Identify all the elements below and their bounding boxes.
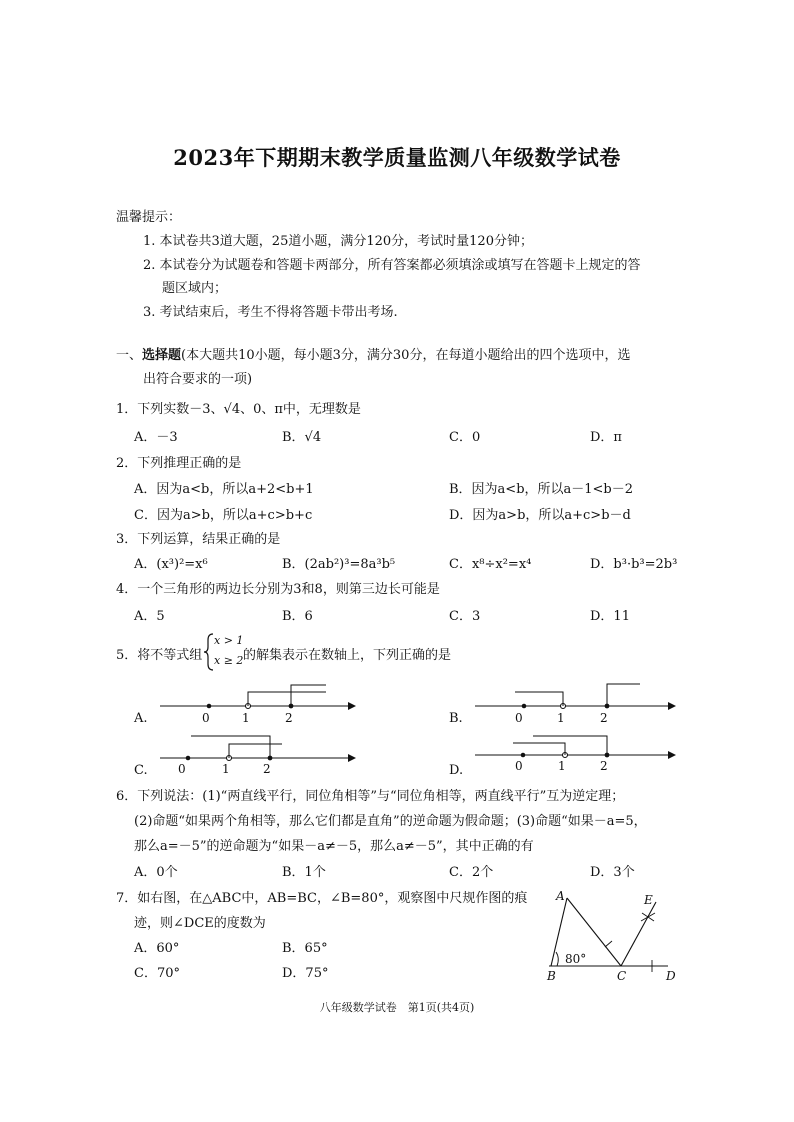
option-c: C．3 <box>449 609 481 624</box>
page-title: 2023年下期期末教学质量监测八年级数学试卷 <box>173 145 621 170</box>
notice-item: 2. 本试卷分为试题卷和答题卡两部分，所有答案都必须填涂或填写在答题卡上规定的答 <box>143 258 641 273</box>
question-stem: 1．下列实数－3、√4、0、π中，无理数是 <box>116 402 361 417</box>
option-c: C．0 <box>449 430 481 445</box>
option-d: D．π <box>590 430 622 445</box>
point-e-label: E <box>644 893 653 907</box>
option-c: C．70° <box>134 966 180 981</box>
tick-label: 2 <box>285 711 293 725</box>
option-a: A．5 <box>134 609 165 624</box>
option-c: C. <box>134 763 148 778</box>
point-c-label: C <box>617 969 627 983</box>
system-line-1: x > 1 <box>214 634 244 647</box>
question-stem: 7．如右图，在△ABC中，AB=BC，∠B=80°，观察图中尺规作图的痕 <box>116 891 528 906</box>
question-stem-pre: 5．将不等式组 <box>116 648 203 663</box>
option-b: B．1个 <box>282 865 326 880</box>
tick-label: 0 <box>202 711 210 725</box>
option-b: B. <box>449 711 463 726</box>
option-a: A．60° <box>134 941 180 956</box>
option-a: A．0个 <box>134 865 178 880</box>
point-a-label: A <box>556 889 565 903</box>
tick-label: 1 <box>242 711 250 725</box>
section-desc-cont: 出符合要求的一项) <box>143 372 253 387</box>
tick-label: 2 <box>600 711 608 725</box>
option-c: C．x⁸÷x²=x⁴ <box>449 557 532 572</box>
option-a: A．－3 <box>134 430 178 445</box>
point-b-label: B <box>547 969 556 983</box>
option-d: D．75° <box>282 966 329 981</box>
option-d: D．11 <box>590 609 630 624</box>
question-stem-cont: 迹，则∠DCE的度数为 <box>134 916 266 931</box>
question-stem-cont: (2)命题“如果两个角相等，那么它们都是直角”的逆命题为假命题；(3)命题“如果－a=5， <box>134 814 647 829</box>
tick-label: 2 <box>600 759 608 773</box>
option-d: D．3个 <box>590 865 635 880</box>
question-stem-cont: 那么a=－5”的逆命题为“如果－a≠－5，那么a≠－5”，其中正确的有 <box>134 839 534 854</box>
tick-label: 1 <box>558 759 566 773</box>
notice-item: 3. 考试结束后，考生不得将答题卡带出考场. <box>143 305 398 320</box>
point-d-label: D <box>666 969 676 983</box>
question-stem: 3．下列运算，结果正确的是 <box>116 532 281 547</box>
option-c: C．2个 <box>449 865 494 880</box>
option-d: D．因为a>b，所以a+c>b－d <box>449 508 631 523</box>
angle-label: 80° <box>565 952 587 966</box>
option-d: D. <box>449 763 464 778</box>
system-line-2: x ≥ 2 <box>214 654 244 667</box>
page-footer: 八年级数学试卷 第1页(共4页) <box>319 1001 475 1014</box>
notice-heading: 温馨提示： <box>116 210 182 225</box>
question-stem: 6．下列说法：(1)“两直线平行，同位角相等”与“同位角相等，两直线平行”互为逆定理； <box>116 789 625 804</box>
question-stem-post: 的解集表示在数轴上，下列正确的是 <box>243 648 452 663</box>
option-c: C．因为a>b，所以a+c>b+c <box>134 508 313 523</box>
option-a: A. <box>134 711 148 726</box>
tick-label: 0 <box>515 759 523 773</box>
option-d: D．b³·b³=2b³ <box>590 557 678 572</box>
notice-item: 题区域内； <box>162 281 228 296</box>
tick-label: 0 <box>178 762 186 776</box>
tick-label: 0 <box>515 711 523 725</box>
tick-label: 2 <box>263 762 271 776</box>
section-label: 一、 <box>116 348 143 363</box>
option-b: B．6 <box>282 609 313 624</box>
notice-item: 1. 本试卷共3道大题，25道小题，满分120分，考试时量120分钟； <box>143 234 533 249</box>
option-b: B．√4 <box>282 430 322 445</box>
option-b: B．因为a<b，所以a－1<b－2 <box>449 482 634 497</box>
option-a: A．因为a<b，所以a+2<b+1 <box>134 482 314 497</box>
option-b: B．65° <box>282 941 328 956</box>
tick-label: 1 <box>557 711 565 725</box>
question-stem: 4．一个三角形的两边长分别为3和8，则第三边长可能是 <box>116 582 440 597</box>
section-name: 选择题 <box>142 348 182 363</box>
tick-label: 1 <box>222 762 230 776</box>
option-b: B．(2ab²)³=8a³b⁵ <box>282 557 396 572</box>
section-desc: (本大题共10小题，每小题3分，满分30分，在每道小题给出的四个选项中，选 <box>181 348 631 363</box>
question-stem: 2．下列推理正确的是 <box>116 456 242 471</box>
option-a: A．(x³)²=x⁶ <box>134 557 208 572</box>
